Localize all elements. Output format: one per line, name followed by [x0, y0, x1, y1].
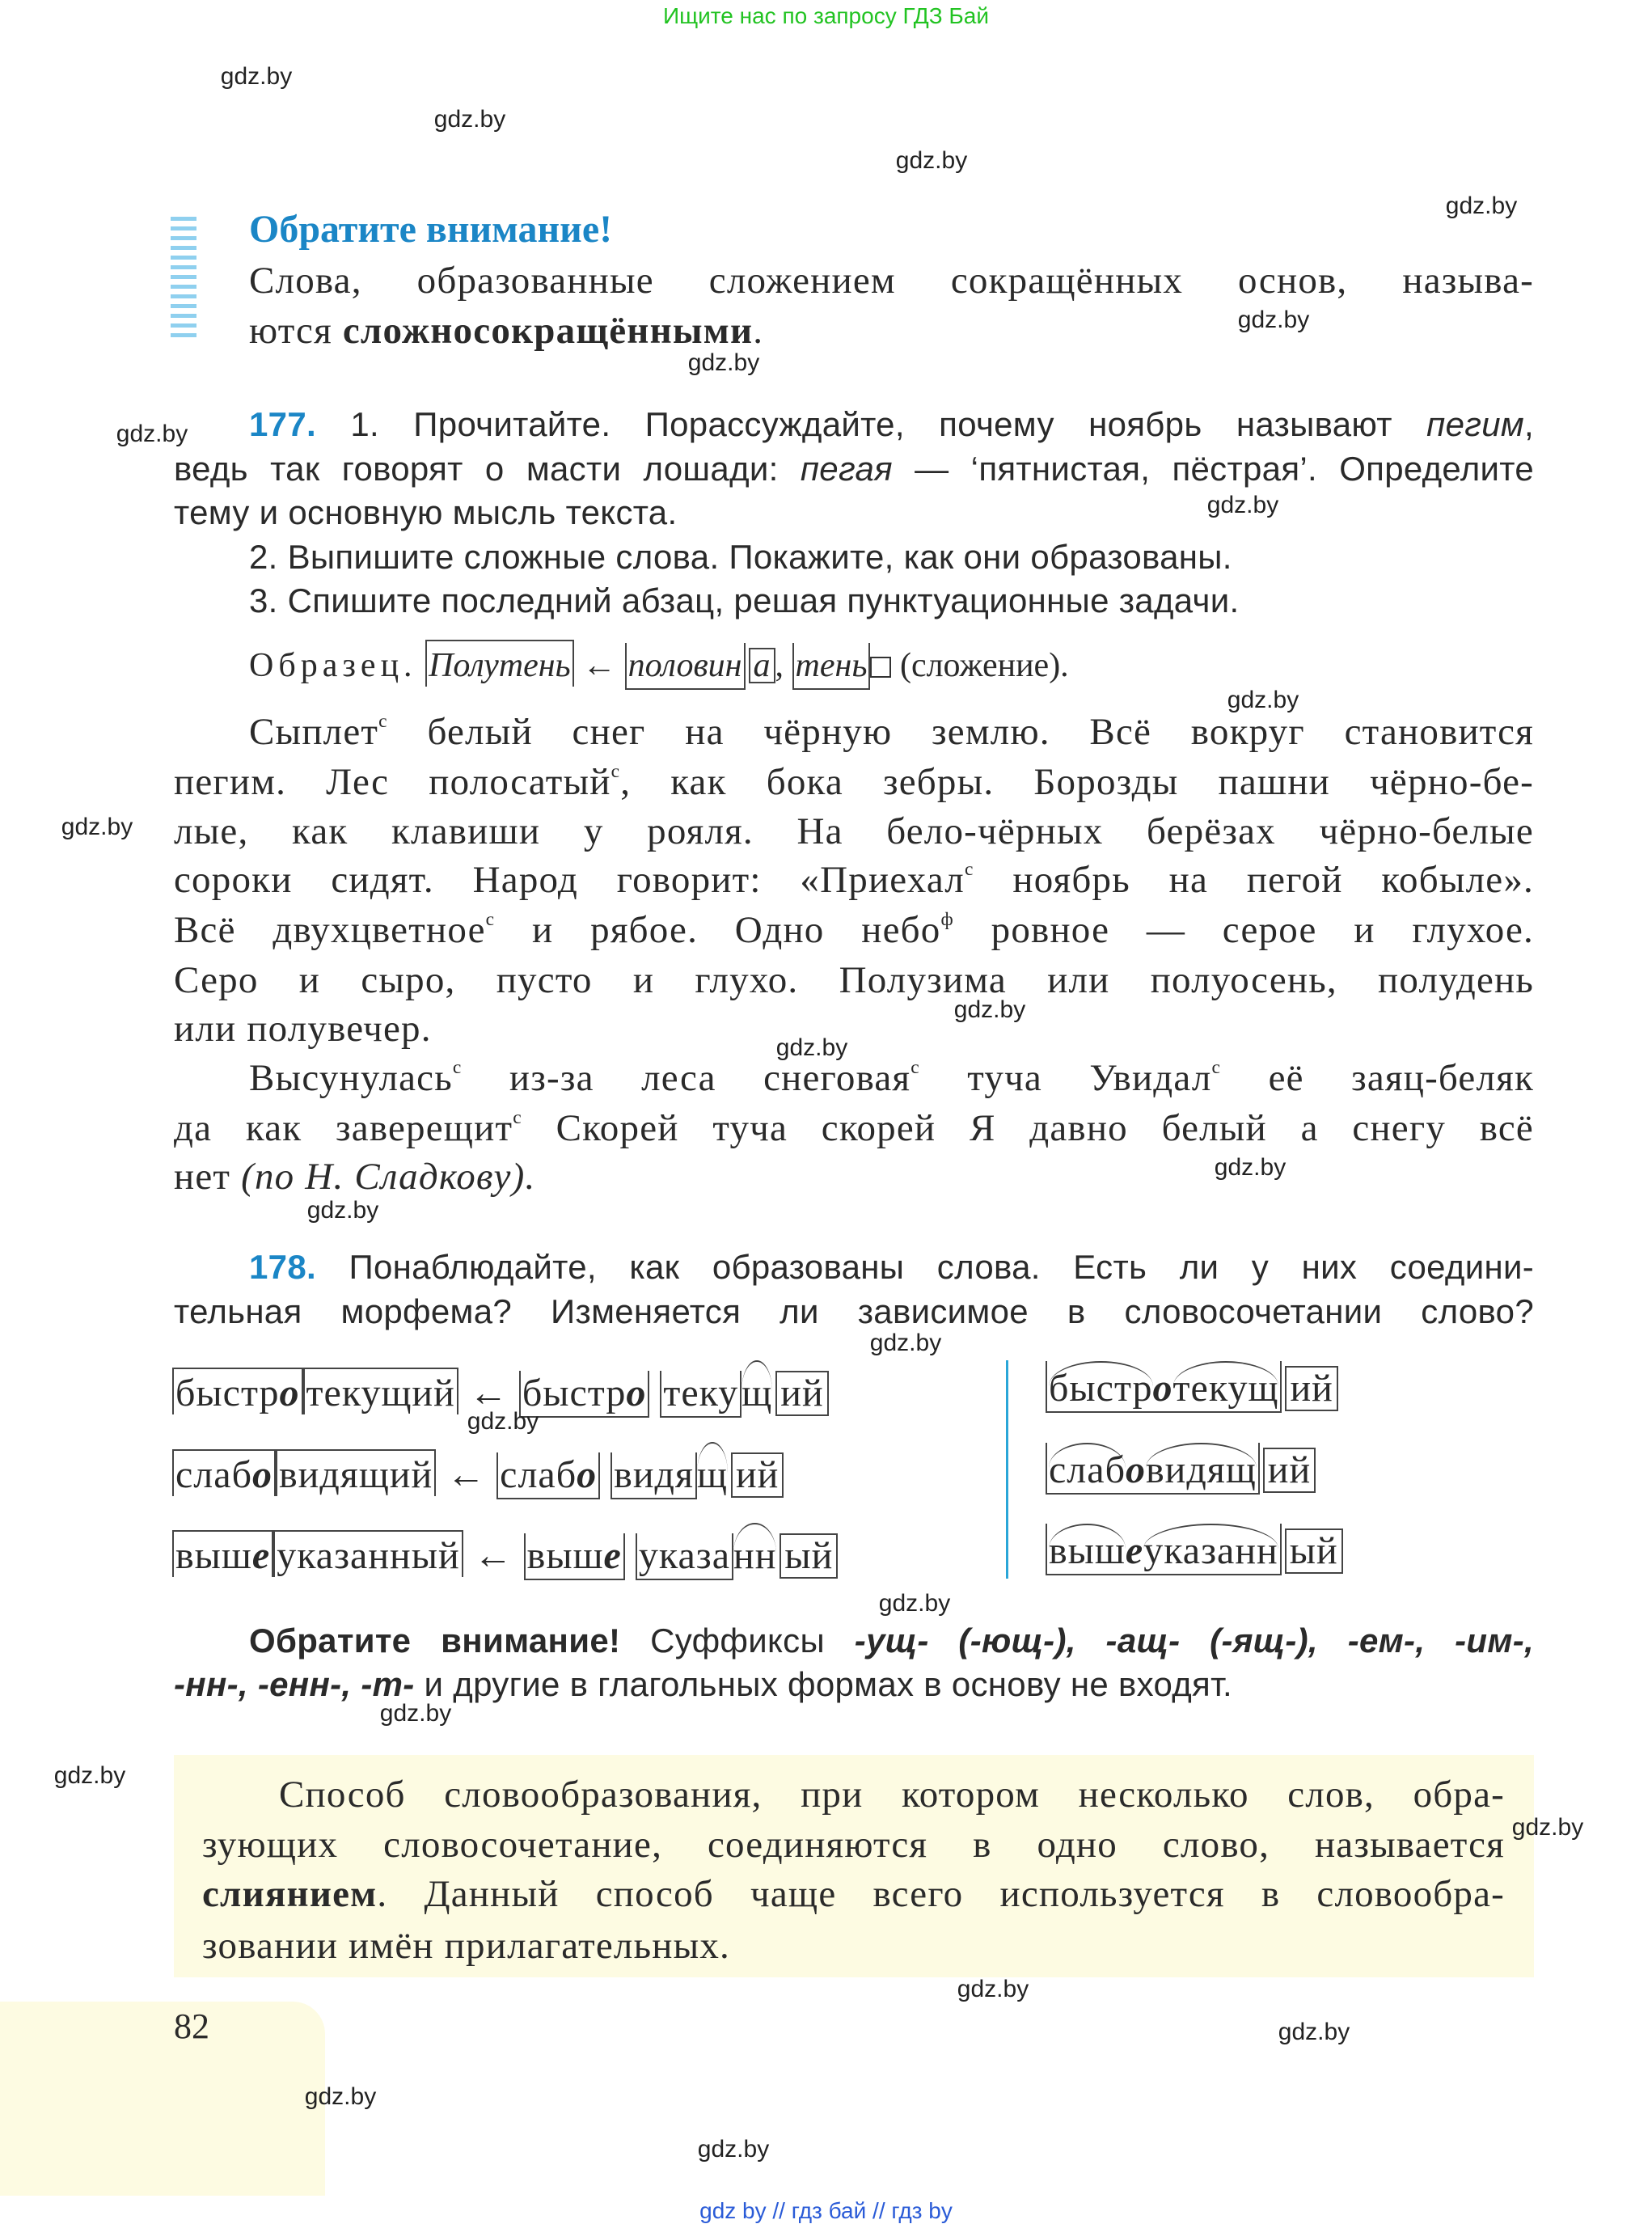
text-segment: и рябое. Одно небо	[495, 909, 941, 951]
text-segment: -ущ- (-ющ-), -ащ- (-ящ-), -ем-, -им-,	[854, 1621, 1534, 1660]
watermark: gdz.by	[53, 1762, 126, 1789]
text-segment: ноябрь на пегой кобыле».	[974, 859, 1534, 901]
stem	[1046, 1443, 1260, 1495]
exercise-text	[316, 1248, 1534, 1286]
note-stripes-decoration	[171, 217, 196, 342]
text-segment: зовании имён прилагательных.	[202, 1925, 730, 1967]
text-line	[174, 807, 1534, 856]
text-segment: , как бока зебры. Борозды пашни чёрно-бе-	[620, 761, 1534, 803]
text-segment: с	[378, 710, 388, 732]
text-segment: ,	[1524, 405, 1534, 443]
source-word-1	[496, 1452, 600, 1499]
text-segment: с	[964, 858, 974, 880]
morpheme-analysis	[1046, 1442, 1316, 1499]
ending: ый	[1285, 1528, 1343, 1574]
ending: ий	[775, 1371, 828, 1416]
arrow: ←	[582, 647, 617, 684]
watermark: gdz.by	[953, 996, 1026, 1023]
sample-method: (сложение).	[899, 647, 1069, 684]
text-segment: да как заверещит	[174, 1107, 513, 1149]
note-heading: Обратите внимание!	[249, 208, 613, 251]
source-stem-2: указа	[636, 1533, 733, 1580]
text-segment: с	[611, 760, 621, 782]
exercise-177-line	[174, 445, 1534, 493]
text-segment: — ‘пятнистая, пёстрая’. Определите	[892, 450, 1534, 488]
sample-line	[249, 640, 1069, 688]
source-stem-2: видя	[611, 1452, 697, 1499]
text-segment: слиянием	[202, 1873, 378, 1915]
text-segment: -нн-, -енн-, -т-	[174, 1665, 415, 1703]
note-line	[249, 307, 763, 355]
stem	[1046, 1524, 1282, 1575]
exercise-number: 177.	[249, 405, 316, 443]
watermark: gdz.by	[116, 421, 188, 447]
stem-2: указанный	[273, 1530, 463, 1577]
text-segment: белый снег на чёрную землю. Всё вокруг становится	[387, 711, 1534, 753]
watermark: gdz.by	[869, 1330, 942, 1356]
sample-label: Образец.	[249, 647, 417, 684]
watermark: gdz.by	[697, 2136, 770, 2163]
null-ending-box	[870, 657, 891, 678]
text-segment: с	[452, 1056, 463, 1078]
text-segment: с	[911, 1056, 920, 1078]
ending: ий	[1263, 1448, 1316, 1493]
stem-1	[172, 1368, 303, 1414]
text-segment: или полувечер.	[174, 1008, 432, 1050]
exercise-177-line	[249, 400, 1534, 449]
comma: ,	[775, 647, 784, 684]
connecting-vowel: о	[1125, 1448, 1146, 1491]
ending: ий	[731, 1452, 784, 1498]
connecting-vowel: е	[251, 1534, 271, 1577]
sample-word: Полутень	[425, 640, 574, 687]
stem	[1046, 1361, 1282, 1413]
watermark: gdz.by	[379, 1700, 452, 1727]
text: быстр	[175, 1372, 280, 1414]
text-segment: Способ словообразования, при котором несколько слов, обра-	[279, 1774, 1505, 1816]
watermark: gdz.by	[220, 63, 293, 90]
ending: ий	[1285, 1366, 1337, 1411]
text-line	[174, 1104, 1534, 1152]
text-segment: Слова, образованные сложением сокращённых основ, называ-	[249, 260, 1534, 302]
text: выш	[526, 1534, 604, 1577]
source-word-1	[524, 1533, 625, 1580]
connecting-vowel: о	[279, 1372, 300, 1414]
text: выш	[1049, 1529, 1126, 1572]
connecting-vowel: о	[1152, 1367, 1173, 1410]
text: слаб	[500, 1453, 577, 1496]
text-segment: 3. Спишите последний абзац, решая пунктуационные задачи.	[249, 581, 1240, 619]
root-suffix: текущ	[1173, 1361, 1279, 1411]
watermark: gdz.by	[1445, 192, 1518, 219]
text: быстр	[1049, 1367, 1153, 1410]
text-segment: Суффиксы	[620, 1621, 855, 1660]
watermark: gdz.by	[1511, 1814, 1584, 1841]
attention-line	[174, 1660, 1232, 1709]
text-segment: ются	[249, 310, 343, 352]
text-segment: Скорей туча скорей Я давно белый а снегу всё	[522, 1107, 1534, 1149]
text-segment: пегим. Лес полосатый	[174, 761, 611, 803]
sample-stem: половин	[625, 643, 746, 690]
text-line	[249, 708, 1534, 756]
exercise-178-line	[174, 1287, 1534, 1336]
text-segment: (по Н. Сладкову).	[241, 1156, 536, 1198]
text: слаб	[175, 1453, 252, 1496]
exercise-number: 178.	[249, 1248, 316, 1286]
text: о	[577, 1453, 598, 1496]
text-line	[174, 1004, 432, 1053]
bottom-banner: gdz by // гдз бай // гдз by	[699, 2198, 953, 2223]
source-stem-2: теку	[660, 1371, 741, 1418]
rule-line	[202, 1922, 730, 1970]
watermark: gdz.by	[878, 1590, 951, 1617]
text-segment: ведь так говорят о масти лошади:	[174, 450, 801, 488]
suffix: щ	[741, 1360, 772, 1422]
connecting-vowel: о	[251, 1453, 273, 1496]
top-banner: Ищите нас по запросу ГДЗ Бай	[662, 3, 990, 28]
root	[1049, 1361, 1153, 1411]
morpheme-analysis	[1046, 1523, 1343, 1579]
text-segment: ф	[940, 908, 954, 930]
text-line	[174, 758, 1534, 806]
text-segment: зующих словосочетание, соединяются в одно слово, называется	[202, 1824, 1505, 1866]
text-segment: из-за леса снеговая	[462, 1057, 911, 1099]
watermark: gdz.by	[1214, 1154, 1287, 1181]
divider-line	[1006, 1360, 1008, 1579]
text-segment: с	[1211, 1056, 1222, 1078]
text-segment: её заяц-беляк	[1221, 1057, 1534, 1099]
text: выш	[175, 1534, 252, 1577]
watermark: gdz.by	[1227, 687, 1299, 713]
stem-2: текущий	[303, 1368, 458, 1414]
stem-2: видящий	[276, 1449, 436, 1496]
text-segment: ровное — серое и глухое.	[953, 909, 1535, 951]
watermark: gdz.by	[957, 1976, 1029, 2002]
formation-row	[172, 1442, 784, 1499]
text-segment: . Данный способ чаще всего используется в словообра-	[377, 1873, 1505, 1915]
sample-ending: а	[749, 648, 775, 683]
ending: ый	[780, 1533, 838, 1579]
text: слаб	[1049, 1448, 1126, 1491]
corner-decoration	[0, 2002, 325, 2196]
suffix: нн	[733, 1523, 776, 1584]
watermark: gdz.by	[1278, 2019, 1350, 2045]
text-segment: нет	[174, 1156, 242, 1198]
text-segment: пегая	[800, 450, 893, 488]
watermark: gdz.by	[433, 106, 506, 133]
rule-line	[202, 1820, 1505, 1869]
text-line	[174, 906, 1534, 954]
text-segment: Всё двухцветное	[174, 909, 486, 951]
exercise-177-line	[174, 488, 677, 537]
watermark: gdz.by	[61, 814, 133, 840]
text-segment: Обратите внимание!	[249, 1621, 621, 1660]
rule-line	[279, 1770, 1505, 1819]
stem-1	[172, 1449, 276, 1496]
text: о	[626, 1372, 647, 1414]
text-segment: сороки сидят. Народ говорит: «Приехал	[174, 859, 965, 901]
root-suffix: указанн	[1143, 1524, 1278, 1574]
text-segment: туча Увидал	[919, 1057, 1212, 1099]
text-segment: .	[753, 310, 764, 352]
attention-line	[249, 1617, 1534, 1665]
text-line	[174, 856, 1534, 904]
page-number: 82	[174, 2006, 209, 2046]
text-segment: Сыплет	[249, 711, 379, 753]
arrow: ←	[468, 1372, 509, 1414]
arrow: ←	[473, 1534, 513, 1577]
text-segment: Серо и сыро, пусто и глухо. Полузима или полуосень, полудень	[174, 959, 1534, 1001]
note-line	[249, 256, 1534, 305]
root-suffix: видящ	[1146, 1443, 1257, 1493]
watermark: gdz.by	[304, 2083, 377, 2110]
stem-1	[172, 1530, 273, 1577]
watermark: gdz.by	[775, 1034, 848, 1061]
exercise-177-line	[249, 577, 1239, 625]
sample-stem: тень	[792, 643, 871, 690]
rule-line	[202, 1870, 1505, 1918]
text-line	[174, 956, 1534, 1004]
text-segment: и другие в глагольных формах в основу не входят.	[414, 1665, 1232, 1703]
text-segment: Понаблюдайте, как образованы слова. Есть ли у них соедини-	[315, 1248, 1534, 1286]
text: е	[603, 1534, 622, 1577]
root	[1049, 1524, 1126, 1574]
watermark: gdz.by	[1206, 492, 1279, 518]
text: быстр	[522, 1372, 627, 1414]
root	[1049, 1443, 1126, 1493]
text-line	[174, 1152, 535, 1201]
exercise-178-line	[249, 1243, 1534, 1292]
text-segment: лые, как клавиши у рояля. На бело-чёрных берёзах чёрно-белые	[174, 810, 1534, 852]
text-segment: тему и основную мысль текста.	[174, 493, 678, 531]
arrow: ←	[446, 1453, 487, 1496]
exercise-177-line	[249, 533, 1232, 581]
watermark: gdz.by	[895, 147, 968, 174]
connecting-vowel: е	[1125, 1529, 1144, 1572]
watermark: gdz.by	[467, 1408, 539, 1435]
watermark: gdz.by	[687, 349, 760, 376]
text-segment: тельная морфема? Изменяется ли зависимое в словосочетании слово?	[174, 1292, 1534, 1330]
text-segment: 2. Выпишите сложные слова. Покажите, как они образованы.	[249, 538, 1232, 576]
text-segment: сложносокращёнными	[342, 310, 754, 352]
watermark: gdz.by	[1237, 307, 1310, 333]
text-segment: пегим	[1426, 405, 1525, 443]
suffix: щ	[697, 1442, 728, 1503]
text-line	[249, 1054, 1534, 1102]
text-segment: 1. Прочитайте. Порассуждайте, почему ноябрь называют	[315, 405, 1427, 443]
watermark: gdz.by	[306, 1197, 379, 1224]
exercise-text	[316, 405, 1534, 443]
text-segment: с	[485, 908, 496, 930]
formation-row	[172, 1523, 838, 1579]
text-segment: Высунулась	[249, 1057, 453, 1099]
text-segment: с	[513, 1106, 522, 1128]
morpheme-analysis	[1046, 1360, 1338, 1417]
